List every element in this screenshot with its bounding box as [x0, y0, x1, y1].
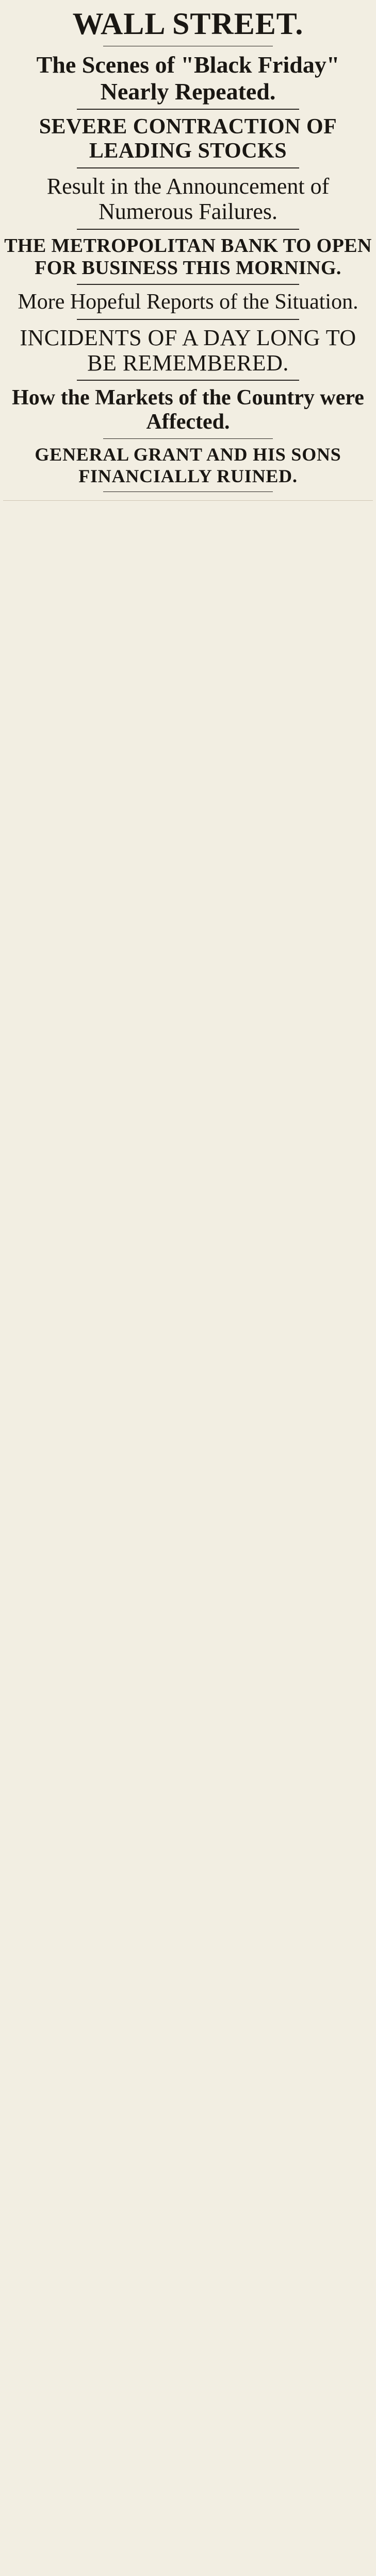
article-body: [3, 500, 373, 2576]
headline-deck-3: Result in the Announcement of Numerous Failures.: [46, 174, 330, 225]
divider: [77, 380, 299, 381]
headline-deck-6: INCIDENTS OF A DAY LONG TO BE REMEMBERED.: [20, 325, 356, 376]
divider: [77, 319, 299, 320]
divider: [103, 438, 273, 439]
headline-deck-7: How the Markets of the Country were Affected.: [12, 386, 364, 434]
headline-deck-4: THE METROPOLITAN BANK TO OPEN FOR BUSINESS THIS MORNING.: [4, 234, 372, 279]
divider: [77, 167, 299, 168]
headline-deck-5: More Hopeful Reports of the Situation.: [18, 290, 358, 314]
divider: [77, 109, 299, 110]
headline-deck-8: GENERAL GRANT AND HIS SONS FINANCIALLY RUINED.: [35, 444, 341, 487]
headline-deck-1: The Scenes of "Black Friday" Nearly Repeated.: [36, 52, 340, 105]
headline-main: WALL STREET.: [72, 7, 304, 41]
divider: [77, 284, 299, 285]
headline-deck-2: SEVERE CONTRACTION OF LEADING STOCKS: [39, 115, 337, 163]
divider: [77, 229, 299, 230]
